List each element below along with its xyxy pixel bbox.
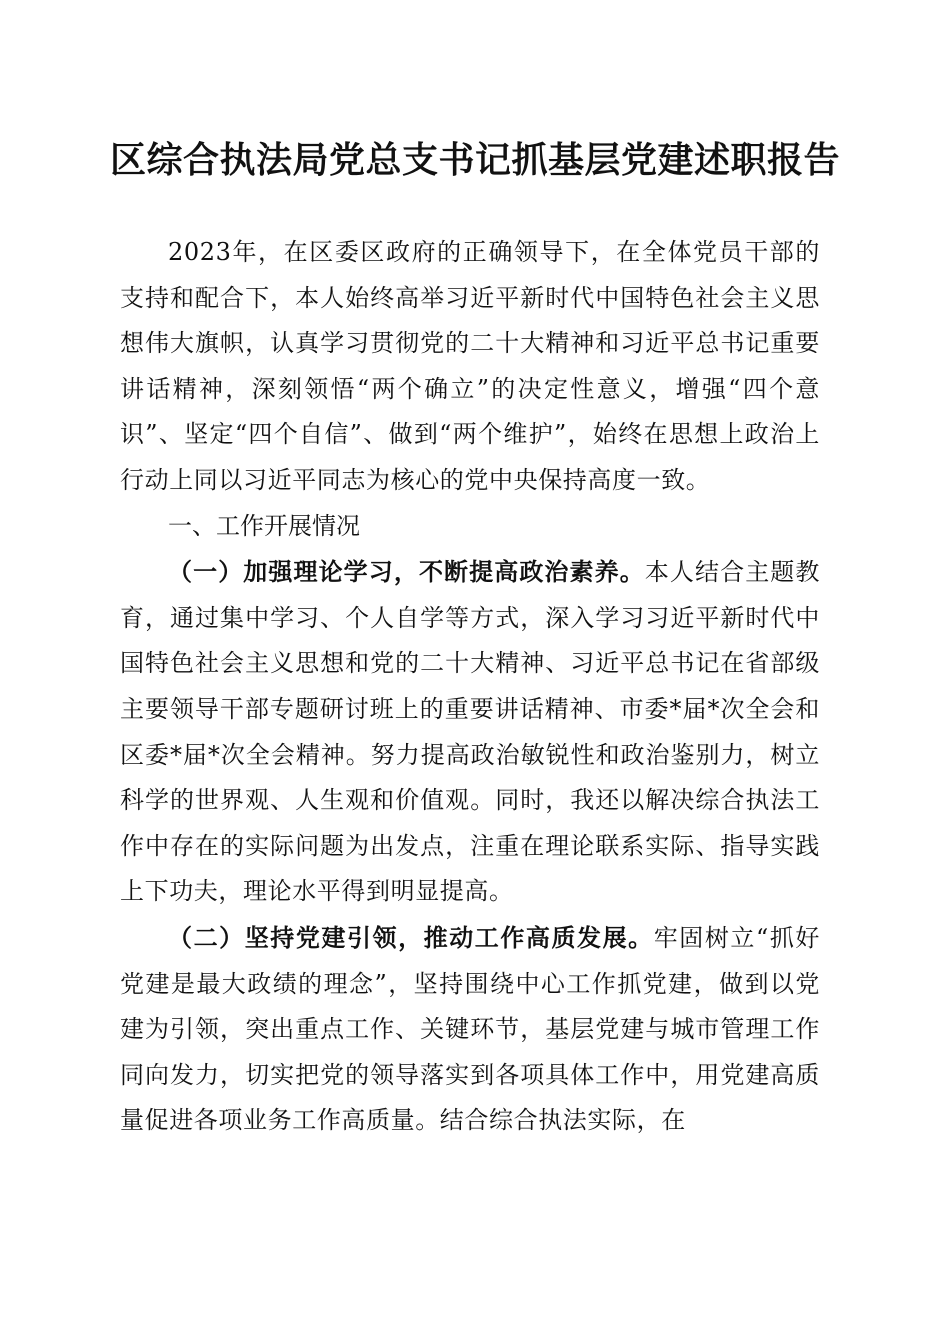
item-body-2: 牢固树立“抓好党建是最大政绩的理念”，坚持围绕中心工作抓党建，做到以党建为引领，突出重点工作、关键环节，基层党建与城市管理工作同向发力，切实把党的领导落实到各项具体工作中，用党建高质量促进各项业务工作高质量。结合综合执法实际，在: [120, 923, 820, 1135]
item-paragraph-1: [120, 549, 820, 915]
item-body-1: 本人结合主题教育，通过集中学习、个人自学等方式，深入学习习近平新时代中国特色社会主义思想和党的二十大精神、习近平总书记在省部级主要领导干部专题研讨班上的重要讲话精神、市委*届*次全会和区委*届*次全会精神。努力提高政治敏锐性和政治鉴别力，树立科学的世界观、人生观和价值观。同时，我还以解决综合执法工作中存在的实际问题为出发点，注重在理论联系实际、指导实践上下功夫，理论水平得到明显提高。: [120, 558, 821, 906]
document-body: [120, 230, 820, 1144]
item-paragraph-2: [120, 915, 820, 1144]
intro-paragraph: 2023年，在区委区政府的正确领导下，在全体党员干部的支持和配合下，本人始终高举习近平新时代中国特色社会主义思想伟大旗帜，认真学习贯彻党的二十大精神和习近平总书记重要讲话精神，深刻领悟“两个确立”的决定性意义，增强“四个意识”、坚定“四个自信”、做到“两个维护”，始终在思想上政治上行动上同以习近平同志为核心的党中央保持高度一致。: [120, 238, 820, 494]
document-title: 区综合执法局党总支书记抓基层党建述职报告: [109, 139, 840, 181]
item-heading-2: （二）坚持党建引领，推动工作高质发展。: [168, 922, 654, 952]
item-heading-1: （一）加强理论学习，不断提高政治素养。: [168, 557, 645, 587]
section-heading-1: 一、工作开展情况: [168, 511, 360, 540]
